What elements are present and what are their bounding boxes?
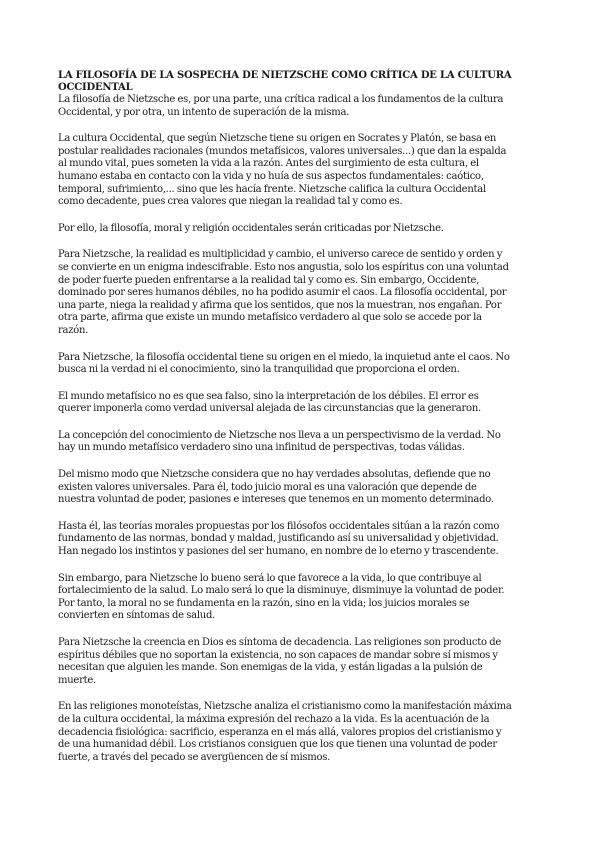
paragraph: Del mismo modo que Nietzsche considera que no hay verdades absolutas, defiende que no existen valores universales. Para él, todo juicio moral es una valoración que depende de nuestra voluntad de poder, pasiones e intereses que tenemos en un momento determinado. [58, 469, 494, 506]
paragraph: Por ello, la filosofía, moral y religión occidentales serán criticadas por Nietzsche. [58, 222, 444, 234]
paragraph: En las religiones monoteístas, Nietzsche analiza el cristianismo como la manifestación máxima de la cultura occidental, la máxima expresión del rechazo a la vida. Es la acentuación de la decadencia fisiológica: sacrificio, esperanza en el más allá, valores propios del cristianismo y de una humanidad débil. Los cristianos consiguen que los que tienen una voluntad de poder fuerte, a través del pecado se avergüencen de sí mismos. [58, 701, 512, 763]
paragraph: La filosofía de Nietzsche es, por una parte, una crítica radical a los fundamentos de la cultura Occidental, y por otra, un intento de superación de la misma. [58, 94, 504, 118]
paragraph: El mundo metafísico no es que sea falso, sino la interpretación de los débiles. El error es querer imponerla como verdad universal alejada de las circunstancias que la generaron. [58, 390, 481, 415]
paragraph: Para Nietzsche, la realidad es multiplicidad y cambio, el universo carece de sentido y orden y se convierte en un enigma indescifrable. Esto nos angustia, solo los espíritus con una voluntad de poder fuerte pueden enfrentarse a la realidad tal y como es. Sin embargo, Occidente, dominado por seres humanos débiles, no ha podido asumir el caos. La filosofía occidental, por una parte, niega la realidad y afirma que los sentidos, que nos la muestran, nos engañan. Por otra parte, afirma que existe un mundo metafísico verdadero al que solo se accede por la razón. [58, 249, 509, 336]
paragraph: Para Nietzsche, la filosofía occidental tiene su origen en el miedo, la inquietud ante el caos. No busca ni la verdad ni el conocimiento, sino la tranquilidad que proporciona el orden. [58, 351, 510, 376]
paragraph: Sin embargo, para Nietzsche lo bueno será lo que favorece a la vida, lo que contribuye al fortalecimiento de la salud. Lo malo será lo que la disminuye, disminuye la voluntad de poder. Por tanto, la moral no se fundamenta en la razón, sino en la vida; los juicios morales se convierten en síntomas de salud. [58, 572, 505, 622]
paragraph: Hasta él, las teorías morales propuestas por los filósofos occidentales sitúan a la razón como fundamento de las normas, bondad y maldad, justificando así su universalidad y objetividad. Han negado los instintos y pasiones del ser humano, en nombre de lo eterno y trascendente. [58, 520, 500, 558]
document-title: LA FILOSOFÍA DE LA SOSPECHA DE NIETZSCHE COMO CRÍTICA DE LA CULTURA OCCIDENTAL [58, 70, 512, 93]
paragraph: Para Nietzsche la creencia en Dios es síntoma de decadencia. Las religiones son producto de espíritus débiles que no soportan la existencia, no son capaces de mandar sobre sí mismos y necesitan que alguien les mande. Son enemigas de la vida, y están ligadas a la pulsión de muerte. [58, 637, 502, 686]
paragraph: La cultura Occidental, que según Nietzsche tiene su origen en Socrates y Platón, se basa en postular realidades racionales (mundos metafísicos, valores universales...) que dan la espalda al mundo vital, pues someten la vida a la razón. Antes del surgimiento de esta cultura, el humano estaba en contacto con la vida y no huía de sus aspectos fundamentales: caótico, temporal, sufrimiento,... sino que les hacía frente. Nietzsche califica la cultura Occidental como decadente, pues crea valores que niegan la realidad tal y como es. [58, 133, 507, 208]
paragraph: La concepción del conocimiento de Nietzsche nos lleva a un perspectivismo de la verdad. No hay un mundo metafísico verdadero sino una infinitud de perspectivas, todas válidas. [58, 429, 501, 454]
